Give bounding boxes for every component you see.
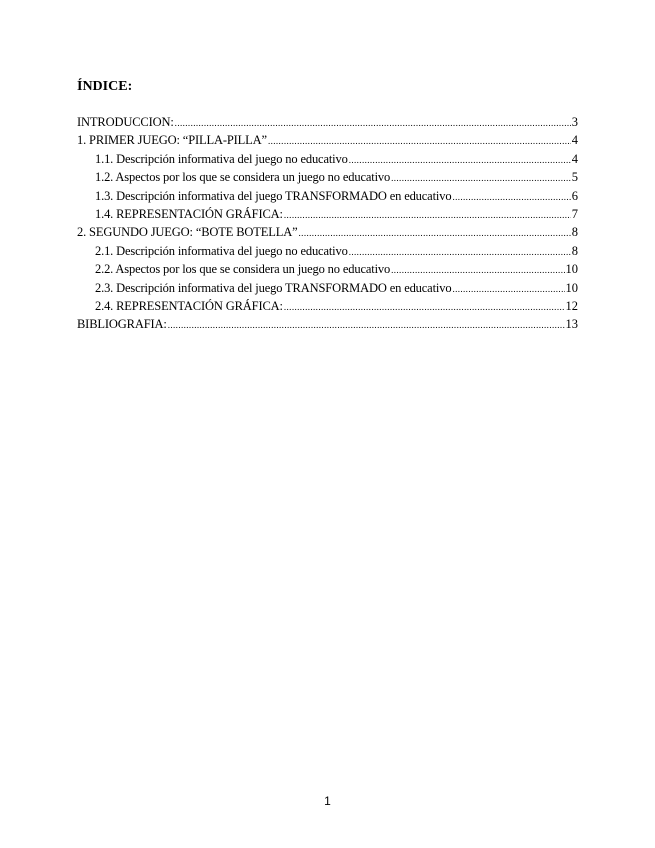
toc-entry-page: 4 bbox=[571, 151, 578, 166]
toc-dot-leader bbox=[349, 242, 571, 260]
toc-dot-leader bbox=[168, 315, 565, 333]
toc-entry-2-4[interactable] bbox=[77, 297, 578, 315]
toc-entry-label: 1. PRIMER JUEGO: “PILLA-PILLA” bbox=[77, 133, 267, 148]
toc-entry-1-4[interactable] bbox=[77, 205, 578, 223]
toc-dot-leader bbox=[284, 205, 571, 223]
toc-entry-label: BIBLIOGRAFIA: bbox=[77, 317, 167, 332]
toc-entry-label: 1.2. Aspectos por los que se considera un juego no educativo bbox=[95, 170, 391, 185]
toc-entry-label: 2.1. Descripción informativa del juego no educativo bbox=[95, 243, 348, 258]
toc-entry-1-2[interactable] bbox=[77, 168, 578, 186]
toc-dot-leader bbox=[391, 260, 564, 278]
toc-entry-1-3[interactable] bbox=[77, 187, 578, 205]
toc-entry-segundo-juego[interactable] bbox=[77, 223, 578, 241]
toc-entry-page: 10 bbox=[565, 262, 578, 277]
toc-entry-label: INTRODUCCION: bbox=[77, 115, 174, 129]
toc-entry-2-1[interactable] bbox=[77, 242, 578, 260]
toc-entry-label: 2.2. Aspectos por los que se considera un juego no educativo bbox=[95, 262, 391, 277]
toc-entry-page: 7 bbox=[571, 206, 578, 221]
toc-dot-leader bbox=[452, 279, 564, 297]
toc-entry-page: 3 bbox=[571, 115, 578, 129]
toc-dot-leader bbox=[284, 297, 565, 315]
toc-entry-2-2[interactable] bbox=[77, 260, 578, 278]
toc-entry-introduccion[interactable] bbox=[77, 113, 578, 131]
toc-dot-leader bbox=[391, 168, 571, 186]
toc-entry-page: 4 bbox=[571, 133, 578, 148]
toc-entry-label: 1.3. Descripción informativa del juego TRANSFORMADO en educativo bbox=[95, 188, 452, 203]
toc-dot-leader bbox=[175, 113, 571, 131]
toc-entry-primer-juego[interactable] bbox=[77, 131, 578, 149]
toc-entry-label: 2. SEGUNDO JUEGO: “BOTE BOTELLA” bbox=[77, 225, 298, 240]
toc-entry-label: 2.4. REPRESENTACIÓN GRÁFICA: bbox=[95, 298, 283, 313]
toc-entry-2-3[interactable] bbox=[77, 279, 578, 297]
toc-entry-page: 8 bbox=[571, 243, 578, 258]
toc-dot-leader bbox=[452, 187, 570, 205]
toc-dot-leader bbox=[299, 223, 571, 241]
toc-entry-page: 8 bbox=[571, 225, 578, 240]
toc-entry-page: 10 bbox=[565, 280, 578, 295]
toc-entry-page: 5 bbox=[571, 170, 578, 185]
toc-heading: ÍNDICE: bbox=[77, 79, 133, 94]
toc-entry-bibliografia[interactable] bbox=[77, 315, 578, 333]
toc-entry-1-1[interactable] bbox=[77, 150, 578, 168]
table-of-contents bbox=[77, 113, 578, 334]
toc-entry-page: 6 bbox=[571, 188, 578, 203]
toc-dot-leader bbox=[349, 150, 571, 168]
toc-entry-label: 1.4. REPRESENTACIÓN GRÁFICA: bbox=[95, 206, 283, 221]
toc-entry-label: 2.3. Descripción informativa del juego TRANSFORMADO en educativo bbox=[95, 280, 452, 295]
page-number: 1 bbox=[324, 794, 331, 808]
toc-dot-leader bbox=[268, 131, 571, 149]
toc-entry-page: 13 bbox=[565, 317, 578, 332]
toc-entry-label: 1.1. Descripción informativa del juego no educativo bbox=[95, 151, 348, 166]
toc-entry-page: 12 bbox=[565, 298, 578, 313]
